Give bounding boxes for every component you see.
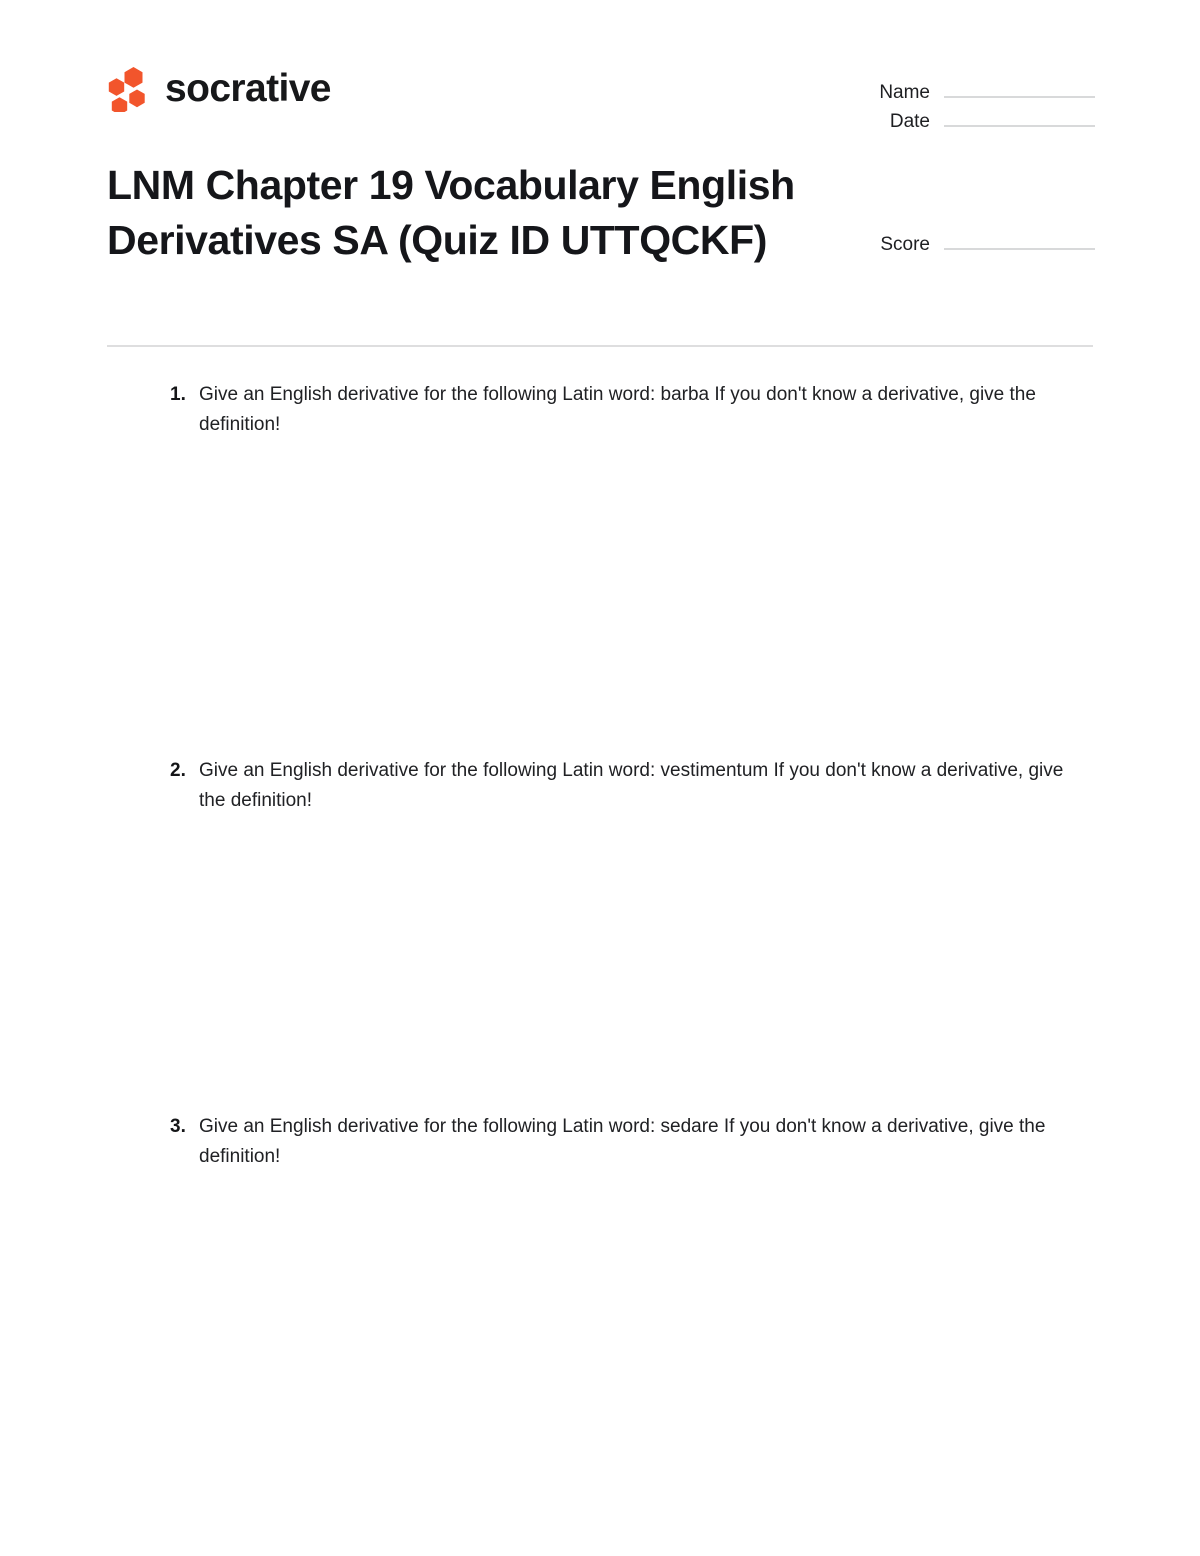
question-text: Give an English derivative for the following Latin word: vestimentum If you don't know a derivative, give the definition! [199, 760, 1064, 811]
score-field-label: Score [880, 234, 930, 255]
page-title: LNM Chapter 19 Vocabulary English Derivatives SA (Quiz ID UTTQCKF) [107, 162, 795, 263]
question-item [0, 380, 1200, 756]
date-field-label: Date [889, 111, 930, 132]
question-item [0, 756, 1200, 1112]
answer-space[interactable] [199, 1172, 1093, 1468]
name-field-input[interactable] [944, 74, 1095, 98]
student-info-fields [790, 74, 1095, 132]
score-field-input[interactable] [944, 226, 1095, 250]
name-field-label: Name [879, 82, 930, 103]
score-field-row [790, 226, 1095, 255]
question-text: Give an English derivative for the following Latin word: barba If you don't know a derivative, give the definition! [199, 384, 1036, 435]
question-number: 3. [170, 1116, 186, 1137]
page-header [0, 0, 1200, 355]
question-list [0, 355, 1200, 1468]
answer-space[interactable] [199, 440, 1093, 756]
brand-logo [107, 64, 331, 112]
socrative-hexagon-logo-icon [107, 64, 151, 112]
question-number: 2. [170, 760, 186, 781]
question-text: Give an English derivative for the following Latin word: sedare If you don't know a derivative, give the definition! [199, 1116, 1046, 1167]
name-field-row [790, 74, 1095, 103]
header-divider [107, 345, 1093, 347]
date-field-row [790, 103, 1095, 132]
score-field-group [790, 226, 1095, 255]
answer-space[interactable] [199, 816, 1093, 1112]
date-field-input[interactable] [944, 103, 1095, 127]
question-number: 1. [170, 384, 186, 405]
question-item [0, 1112, 1200, 1468]
brand-wordmark: socrative [165, 66, 331, 110]
